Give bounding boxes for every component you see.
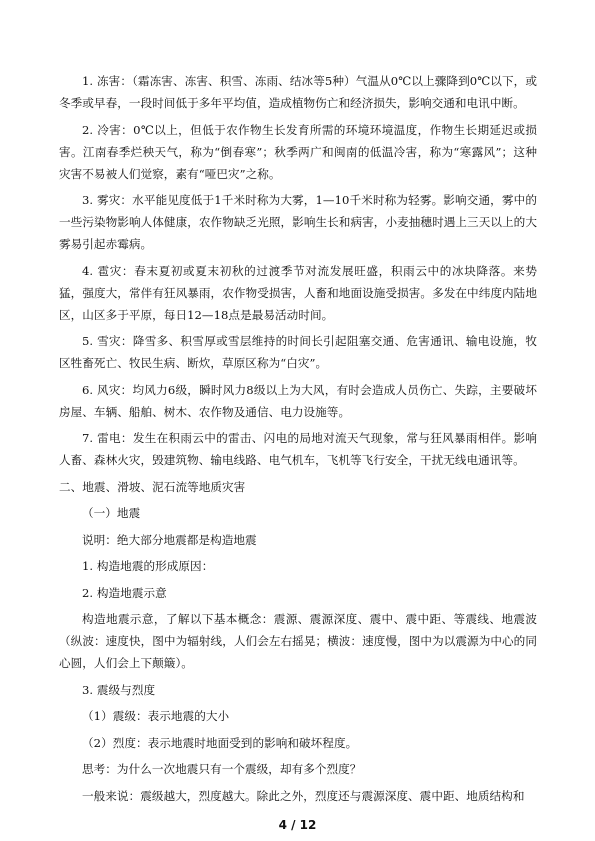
paragraph-cold-damage: 2. 冷害：0℃以上，但低于农作物生长发育所需的环境环境温度，作物生长期延迟或损害。江南春季烂秧天气，称为“倒春寒”；秋季两广和闽南的低温冷害，称为“寒露风”；这种灾害不易被人们觉察，素有“哑巴灾”之称。: [59, 122, 537, 181]
question-think: 思考：为什么一次地震只有一个震级，却有多个烈度？: [82, 762, 362, 776]
item-magnitude-intensity: 3. 震级与烈度: [82, 682, 156, 697]
page-number: 4 / 12: [278, 818, 317, 832]
note-tectonic-earthquake: 说明：绝大部分地震都是构造地震: [82, 532, 257, 547]
item-magnitude-definition: （1）震级：表示地震的大小: [82, 709, 230, 723]
paragraph-general-rule: 一般来说：震级越大，烈度越大。除此之外，烈度还与震源深度、震中距、地质结构和: [82, 788, 525, 803]
page-body: [59, 70, 537, 811]
paragraph-frost-damage: 1. 冻害：（霜冻害、冻害、积雪、冻雨、结冰等5种）气温从0℃以上骤降到0℃以下，或冬季或早春，一段时间低于多年平均值，造成植物伤亡和经济损失，影响交通和电讯中断。: [59, 74, 537, 110]
paragraph-lightning-damage: 7. 雷电：发生在积雨云中的雷击、闪电的局地对流天气现象，常与狂风暴雨相伴。影响人畜、森林火灾，毁建筑物、输电线路、电气机车，飞机等飞行安全，干扰无线电通讯等。: [59, 431, 537, 467]
item-formation-cause: 1. 构造地震的形成原因：: [82, 559, 214, 573]
item-diagram-title: 2. 构造地震示意: [82, 585, 167, 600]
paragraph-fog-damage: 3. 雾灾：水平能见度低于1千米时称为大雾，1—10千米时称为轻雾。影响交通，雾中的一些污染物影响人体健康，农作物缺乏光照，影响生长和病害，小麦抽穗时遇上三天以上的大雾易引起赤霉病。: [59, 193, 537, 251]
paragraph-wind-damage: 6. 风灾：均风力6级，瞬时风力8级以上为大风，有时会造成人员伤亡、失踪，主要破坏房屋、车辆、船舶、树木、农作物及通信、电力设施等。: [59, 382, 537, 419]
subsection-heading-earthquake: （一）地震: [82, 506, 141, 520]
paragraph-hail-damage: 4. 雹灾：春末夏初或夏末初秋的过渡季节对流发展旺盛，积雨云中的冰块降落。来势猛，强度大，常伴有狂风暴雨，农作物受损害，人畜和地面设施受损害。多发在中纬度内陆地区，山区多于平原，每日12—18点是最易活动时间。: [59, 263, 537, 322]
section-heading-geological: 二、地震、滑坡、泥石流等地质灾害: [59, 479, 246, 494]
item-intensity-definition: （2）烈度：表示地震时地面受到的影响和破坏程度。: [82, 735, 358, 750]
paragraph-snow-damage: 5. 雪灾：降雪多、积雪厚或雪层维持的时间长引起阻塞交通、危害通讯、输电设施，牧区牲畜死亡、牧民生病、断炊，草原区称为“白灾”。: [59, 334, 537, 370]
paragraph-basic-concepts: 构造地震示意，了解以下基本概念：震源、震源深度、震中、震中距、等震线、地震波（纵波：速度快，图中为辐射线，人们会左右摇晃；横波：速度慢，图中为以震源为中心的同心圆，人们会上下颠簸）。: [59, 612, 537, 670]
